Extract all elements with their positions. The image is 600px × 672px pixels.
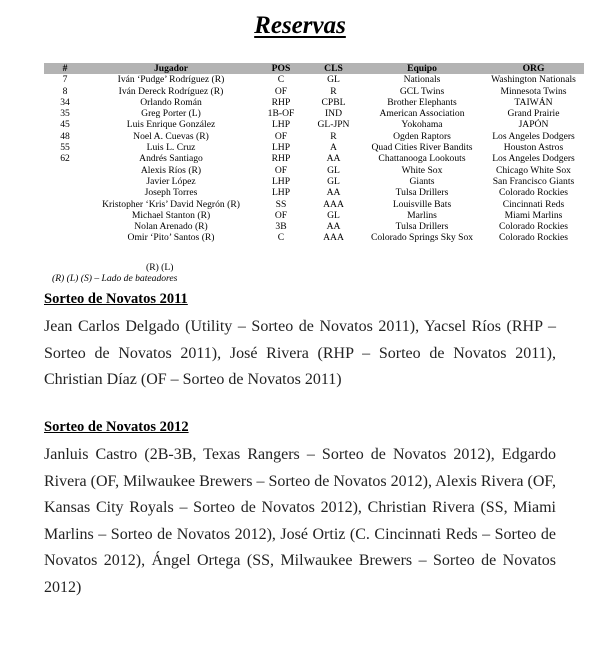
- cell-position: SS: [275, 198, 287, 210]
- legend-line-1: (R) (L): [146, 262, 174, 273]
- cell-class: AA: [326, 221, 341, 233]
- cell-number: [44, 165, 86, 176]
- cell-position: LHP: [271, 119, 291, 131]
- cell-class: GL: [327, 175, 340, 187]
- header-player: Jugador: [153, 63, 189, 74]
- header-number: #: [62, 63, 68, 74]
- cell-player: Orlando Román: [140, 96, 202, 108]
- cell-class: AAA: [323, 198, 344, 210]
- cell-player: Joseph Torres: [144, 187, 198, 199]
- table-row: [44, 119, 584, 130]
- cell-class: AA: [326, 153, 341, 165]
- cell-position: OF: [274, 209, 288, 221]
- cell-class: GL: [327, 164, 340, 176]
- cell-position: OF: [274, 85, 288, 97]
- cell-organization: Los Angeles Dodgers: [492, 153, 575, 165]
- draft-2011-text: Jean Carlos Delgado (Utility – Sorteo de Novatos 2011), Yacsel Ríos (RHP – Sorteo de Novatos 2011), José Rivera (RHP – Sorteo de Novatos 2011), Christian Díaz (OF – Sorteo de Novatos 2011): [44, 318, 556, 388]
- cell-class: GL: [327, 209, 340, 221]
- cell-class: A: [330, 142, 337, 154]
- cell-organization: Chicago White Sox: [496, 164, 571, 176]
- cell-number: 55: [60, 142, 70, 154]
- table-row: [44, 221, 584, 232]
- cell-team: American Association: [379, 108, 465, 120]
- cell-organization: Colorado Rockies: [498, 232, 568, 244]
- cell-player: Nolan Arenado (R): [134, 221, 208, 233]
- table-row: [44, 199, 584, 210]
- cell-position: OF: [274, 164, 288, 176]
- cell-organization: Washington Nationals: [491, 74, 576, 86]
- cell-number: [44, 199, 86, 210]
- cell-number: [44, 187, 86, 198]
- cell-team: White Sox: [401, 164, 443, 176]
- table-row: [44, 86, 584, 97]
- cell-position: LHP: [271, 187, 291, 199]
- cell-class: AA: [326, 187, 341, 199]
- table-row: [44, 131, 584, 142]
- cell-position: 3B: [275, 221, 287, 233]
- table-row: [44, 187, 584, 198]
- cell-position: OF: [274, 130, 288, 142]
- cell-team: Chattanooga Lookouts: [378, 153, 466, 165]
- cell-team: Yokohama: [401, 119, 443, 131]
- draft-2012-text: Janluis Castro (2B-3B, Texas Rangers – Sorteo de Novatos 2012), Edgardo Rivera (OF, Milwaukee Brewers – Sorteo de Novatos 2012), Alexis Rivera (OF, Kansas City Royals – Sorteo de Novatos 2012), Christian Rivera (SS, Miami Marlins – Sorteo de Novatos 2012), José Ortiz (C. Cincinnati Reds – Sorteo de Novatos 2012), Ángel Ortega (SS, Milwaukee Brewers – Sorteo de Novatos 2012): [44, 446, 557, 596]
- cell-number: [44, 210, 86, 221]
- cell-class: R: [330, 130, 337, 142]
- page-title: Reservas: [254, 12, 346, 39]
- cell-team: Giants: [409, 175, 435, 187]
- cell-number: [44, 176, 86, 187]
- header-organization: ORG: [522, 63, 545, 74]
- cell-class: IND: [324, 108, 343, 120]
- cell-number: 62: [60, 153, 70, 165]
- cell-organization: TAIWÁN: [514, 96, 553, 108]
- cell-number: 35: [60, 108, 70, 120]
- cell-team: GCL Twins: [399, 85, 445, 97]
- cell-organization: JAPÓN: [518, 119, 549, 131]
- cell-player: Javier López: [146, 175, 196, 187]
- cell-team: Colorado Springs Sky Sox: [370, 232, 474, 244]
- cell-position: LHP: [271, 175, 291, 187]
- cell-player: Michael Stanton (R): [131, 209, 211, 221]
- cell-position: C: [277, 232, 285, 244]
- table-row: [44, 210, 584, 221]
- cell-player: Andrés Santiago: [139, 153, 203, 165]
- cell-organization: Houston Astros: [503, 142, 564, 154]
- cell-player: Omir ‘Pito’ Santos (R): [127, 232, 215, 244]
- cell-team: Quad Cities River Bandits: [371, 142, 473, 154]
- cell-player: Alexis Ríos (R): [140, 164, 202, 176]
- cell-organization: Colorado Rockies: [498, 187, 568, 199]
- cell-player: Kristopher ‘Kris’ David Negrón (R): [102, 198, 240, 210]
- cell-position: 1B-OF: [267, 108, 295, 120]
- cell-team: Marlins: [407, 209, 437, 221]
- cell-number: 45: [60, 119, 70, 131]
- table-row: [44, 142, 584, 153]
- batting-side-legend: [52, 262, 177, 284]
- cell-class: R: [330, 85, 337, 97]
- cell-position: LHP: [271, 142, 291, 154]
- cell-player: Luis Enrique González: [126, 119, 216, 131]
- cell-position: RHP: [271, 96, 291, 108]
- cell-player: Luis L. Cruz: [146, 142, 196, 154]
- cell-player: Iván Dereck Rodríguez (R): [118, 85, 224, 97]
- table-row: [44, 165, 584, 176]
- table-row: [44, 176, 584, 187]
- cell-player: Noel A. Cuevas (R): [133, 130, 209, 142]
- table-row: [44, 232, 584, 243]
- cell-class: CPBL: [321, 96, 346, 108]
- legend-line-2: (R) (L) (S) – Lado de bateadores: [52, 273, 178, 284]
- cell-organization: Grand Prairie: [507, 108, 560, 120]
- draft-2011-heading: Sorteo de Novatos 2011: [44, 291, 188, 307]
- cell-team: Tulsa Drillers: [395, 221, 449, 233]
- table-row: [44, 108, 584, 119]
- cell-class: AAA: [323, 232, 344, 244]
- cell-team: Tulsa Drillers: [395, 187, 449, 199]
- cell-number: 34: [60, 96, 70, 108]
- cell-player: Iván ‘Pudge’ Rodríguez (R): [117, 74, 225, 86]
- cell-number: 48: [60, 130, 70, 142]
- cell-team: Brother Elephants: [387, 96, 457, 108]
- table-body: [44, 74, 584, 243]
- table-row: [44, 153, 584, 164]
- cell-position: C: [277, 74, 285, 86]
- cell-organization: Cincinnati Reds: [502, 198, 565, 210]
- cell-organization: Miami Marlins: [504, 209, 563, 221]
- cell-number: 7: [62, 74, 68, 86]
- cell-organization: San Francisco Giants: [492, 175, 575, 187]
- draft-2012-heading: Sorteo de Novatos 2012: [44, 419, 189, 435]
- header-team: Equipo: [407, 63, 437, 74]
- cell-number: [44, 221, 86, 232]
- reserves-table: [44, 63, 584, 244]
- cell-team: Nationals: [403, 74, 441, 86]
- cell-team: Ogden Raptors: [393, 130, 451, 142]
- table-header-row: [44, 63, 584, 74]
- header-class: CLS: [324, 63, 343, 74]
- cell-team: Louisville Bats: [392, 198, 452, 210]
- cell-position: RHP: [271, 153, 291, 165]
- table-row: [44, 97, 584, 108]
- cell-organization: Minnesota Twins: [500, 85, 567, 97]
- cell-number: 8: [62, 85, 68, 97]
- cell-class: GL-JPN: [317, 119, 350, 131]
- cell-number: [44, 232, 86, 243]
- cell-organization: Colorado Rockies: [498, 221, 568, 233]
- cell-class: GL: [327, 74, 340, 86]
- header-position: POS: [271, 63, 291, 74]
- cell-player: Greg Porter (L): [141, 108, 201, 120]
- cell-organization: Los Angeles Dodgers: [492, 130, 575, 142]
- table-row: [44, 74, 584, 85]
